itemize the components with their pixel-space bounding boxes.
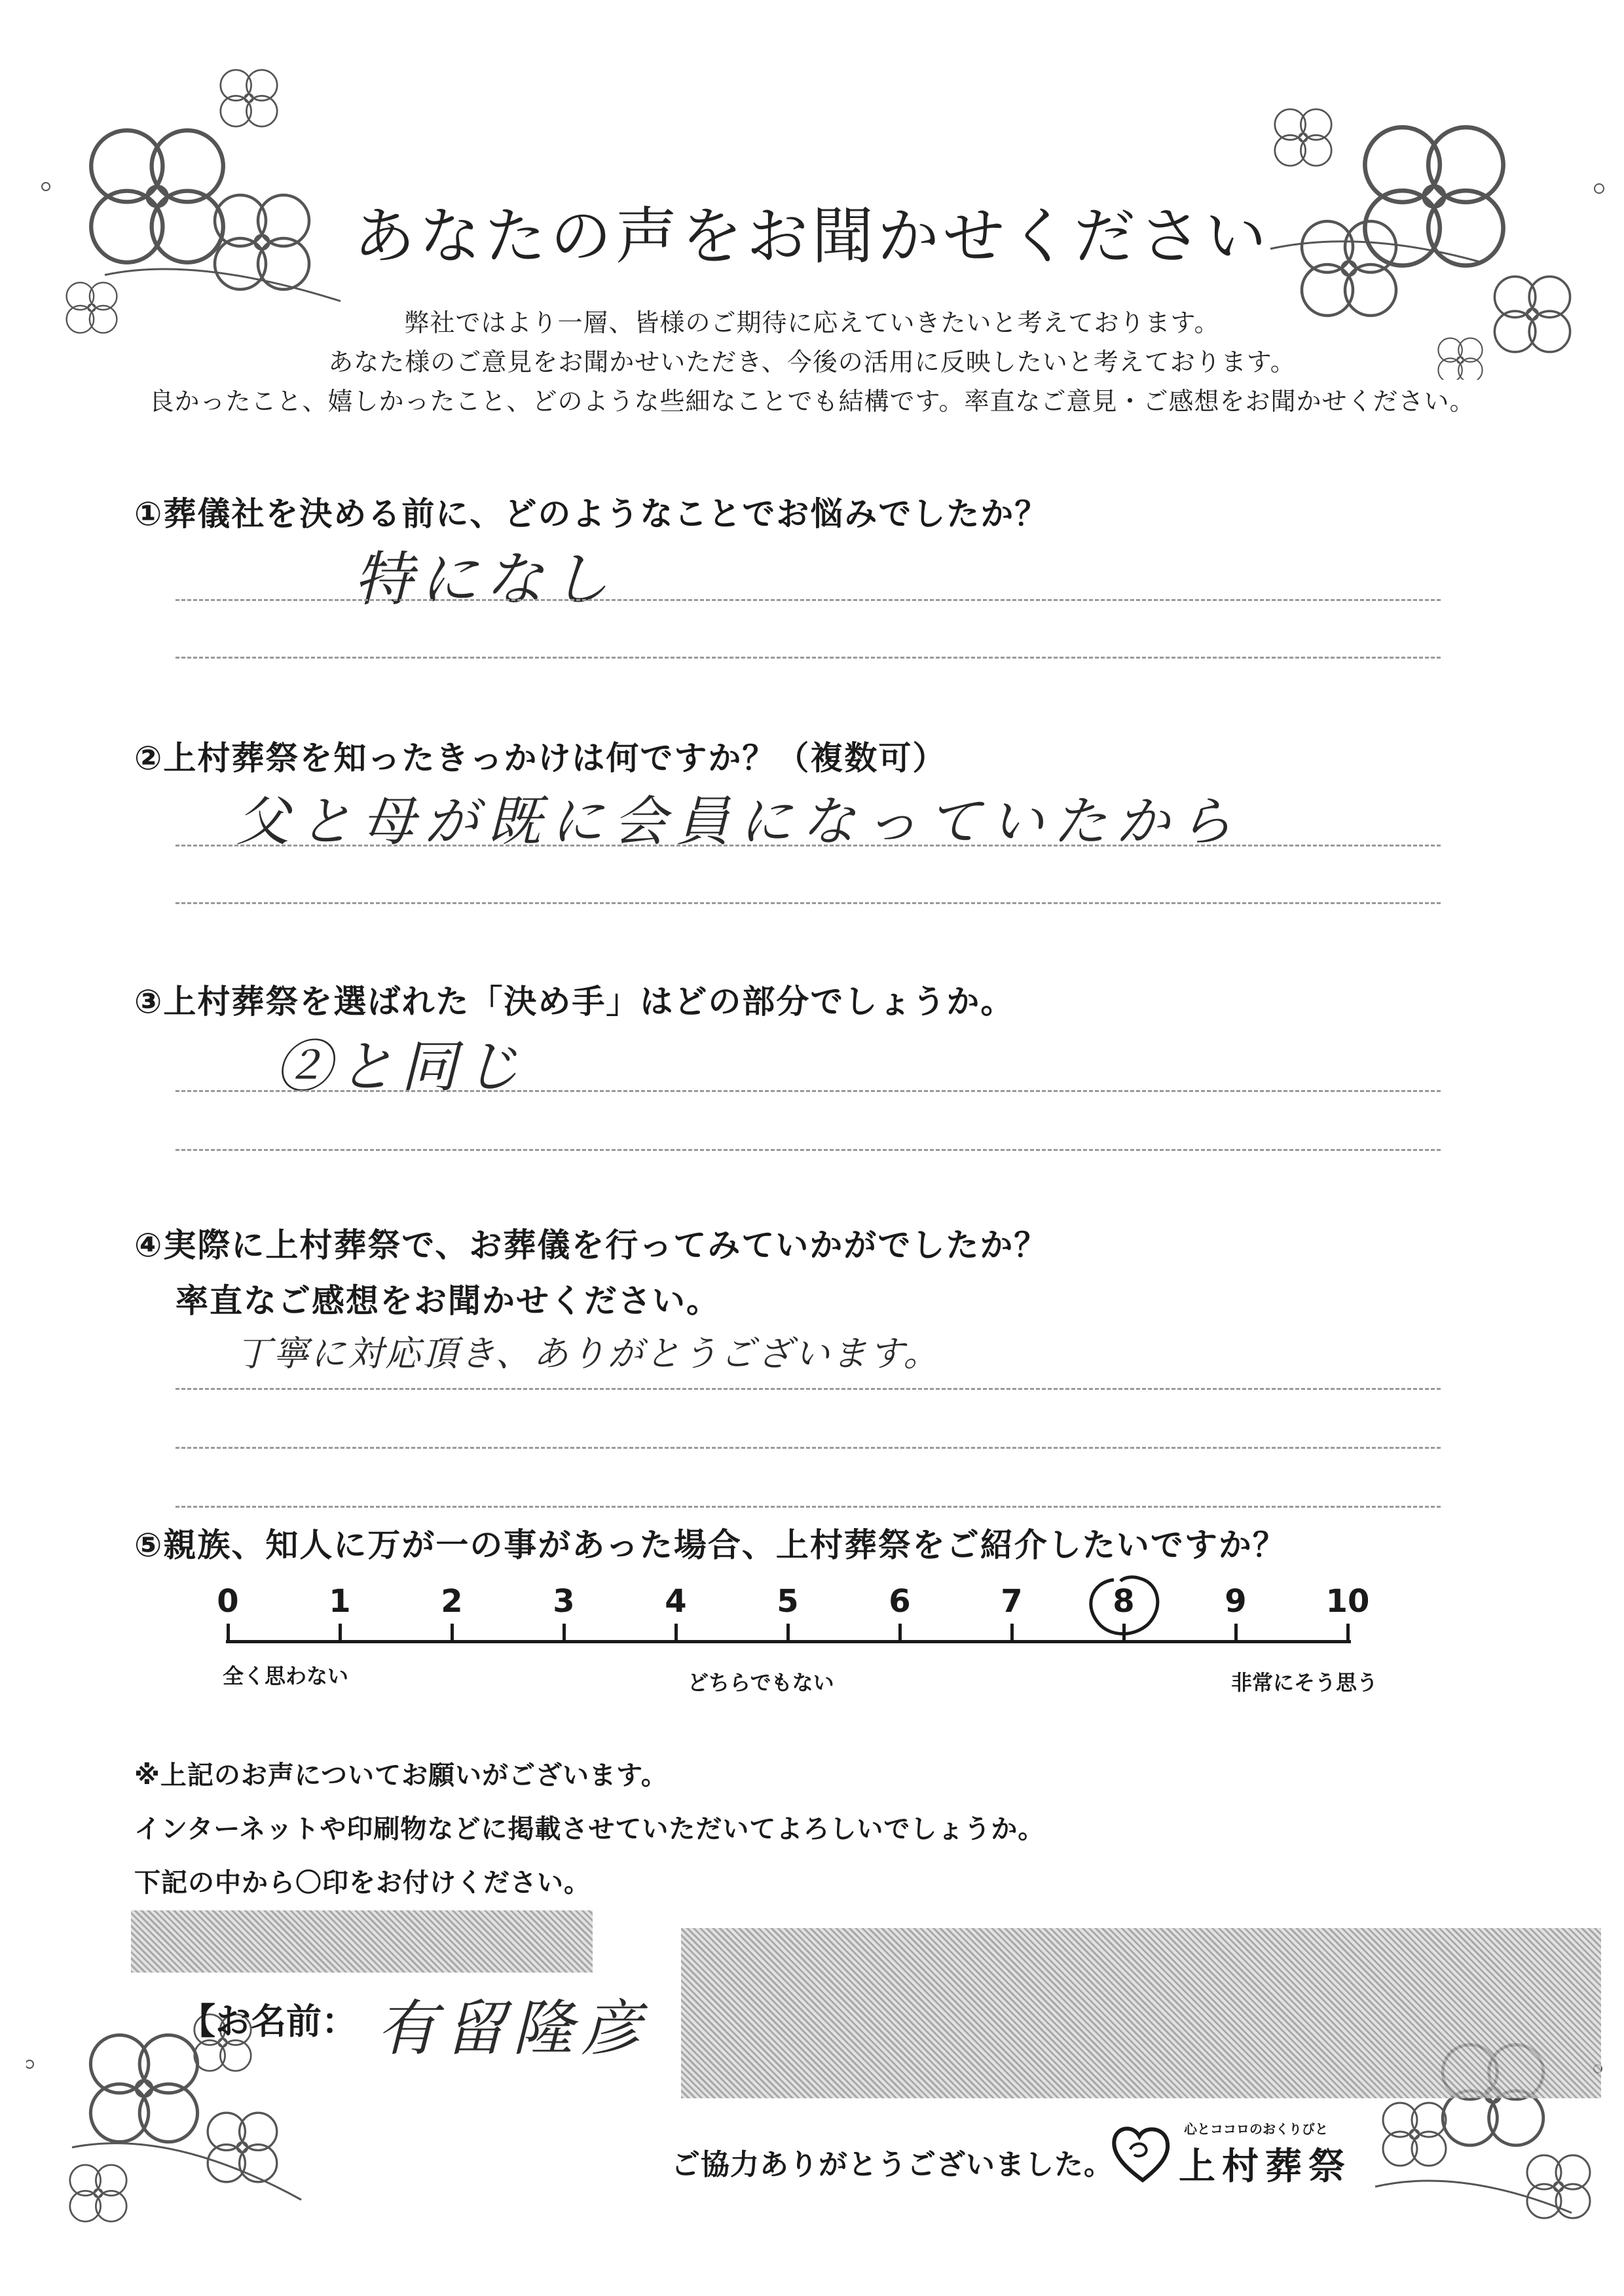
answer-line [175, 599, 1441, 601]
redacted-consent-option [131, 1910, 593, 1973]
scale-tick [1234, 1624, 1238, 1642]
scale-number-6: 6 [889, 1583, 911, 1620]
brand-name: 上村葬祭 [1179, 2145, 1352, 2188]
question-2-label: ②上村葬祭を知ったきっかけは何ですか？（複数可） [134, 739, 947, 777]
question-1-answer: 特になし [354, 545, 616, 614]
answer-line [175, 1447, 1441, 1449]
intro-line-2: あなた様のご意見をお聞かせいただき、今後の活用に反映したいと考えております。 [328, 348, 1296, 376]
scale-tick [451, 1624, 454, 1642]
scale-number-2: 2 [441, 1583, 463, 1620]
answer-line [175, 902, 1441, 904]
heart-logo-icon [1107, 2118, 1179, 2190]
page-title: あなたの声をお聞かせください [353, 201, 1270, 272]
scale-low-label: 全く思わない [223, 1664, 349, 1688]
answer-line [175, 1090, 1441, 1092]
answer-line [175, 657, 1441, 659]
question-4-answer: 丁寧に対応頂き、ありがとうございます。 [236, 1333, 941, 1374]
scale-number-5: 5 [777, 1583, 799, 1620]
scale-number-8: 8 [1113, 1583, 1135, 1620]
scale-tick [1346, 1624, 1350, 1642]
question-1-label: ①葬儀社を決める前に、どのようなことでお悩みでしたか？ [134, 495, 1049, 533]
scale-tick [1010, 1624, 1014, 1642]
brand-tagline: 心とココロのおくりびと [1184, 2121, 1328, 2137]
scale-mid-label: どちらでもない [688, 1670, 834, 1695]
question-2-answer: 父と母が既に会員になっていたから [236, 791, 1242, 853]
redacted-personal-info [681, 1928, 1601, 2098]
answer-line [175, 1506, 1441, 1508]
scale-number-3: 3 [553, 1583, 575, 1620]
intro-line-1: 弊社ではより一層、皆様のご期待に応えていきたいと考えております。 [404, 308, 1220, 337]
note-line-2: インターネットや印刷物などに掲載させていただいてよろしいでしょうか。 [134, 1814, 1045, 1844]
scale-number-0: 0 [217, 1583, 239, 1620]
answer-line [175, 1388, 1441, 1390]
scale-tick [339, 1624, 342, 1642]
scale-number-9: 9 [1225, 1583, 1247, 1620]
note-line-1: ※上記のお声についてお願いがございます。 [134, 1760, 668, 1791]
question-4-label: ④実際に上村葬祭で、お葬儀を行ってみていかがでしたか？ [134, 1226, 1048, 1264]
scale-number-7: 7 [1001, 1583, 1023, 1620]
scale-number-4: 4 [665, 1583, 687, 1620]
name-label: 【お名前： [180, 2001, 357, 2042]
scale-number-1: 1 [329, 1583, 351, 1620]
scale-tick [898, 1624, 902, 1642]
intro-line-3: 良かったこと、嬉しかったこと、どのような些細なことでも結構です。率直なご意見・ご感想をお聞かせください。 [149, 387, 1475, 416]
scale-high-label: 非常にそう思う [1231, 1670, 1378, 1695]
scale-tick [674, 1624, 678, 1642]
scale-tick [563, 1624, 566, 1642]
name-value: 有留隆彦 [377, 1994, 650, 2064]
thanks-message: ご協力ありがとうございました。 [671, 2148, 1113, 2181]
question-4-sublabel: 率直なご感想をお聞かせください。 [175, 1282, 720, 1320]
question-5-label: ⑤親族、知人に万が一の事があった場合、上村葬祭をご紹介したいですか？ [134, 1526, 1287, 1564]
scale-tick [786, 1624, 790, 1642]
answer-line [175, 845, 1441, 847]
question-3-answer: ②と同じ [275, 1034, 526, 1100]
scale-number-10: 10 [1325, 1583, 1370, 1620]
note-line-3: 下記の中から〇印をお付けください。 [134, 1868, 591, 1898]
answer-line [175, 1149, 1441, 1151]
question-3-label: ③上村葬祭を選ばれた「決め手」はどの部分でしょうか。 [134, 983, 1015, 1021]
selected-rating-circle [1075, 1568, 1173, 1647]
scale-tick [227, 1624, 230, 1642]
